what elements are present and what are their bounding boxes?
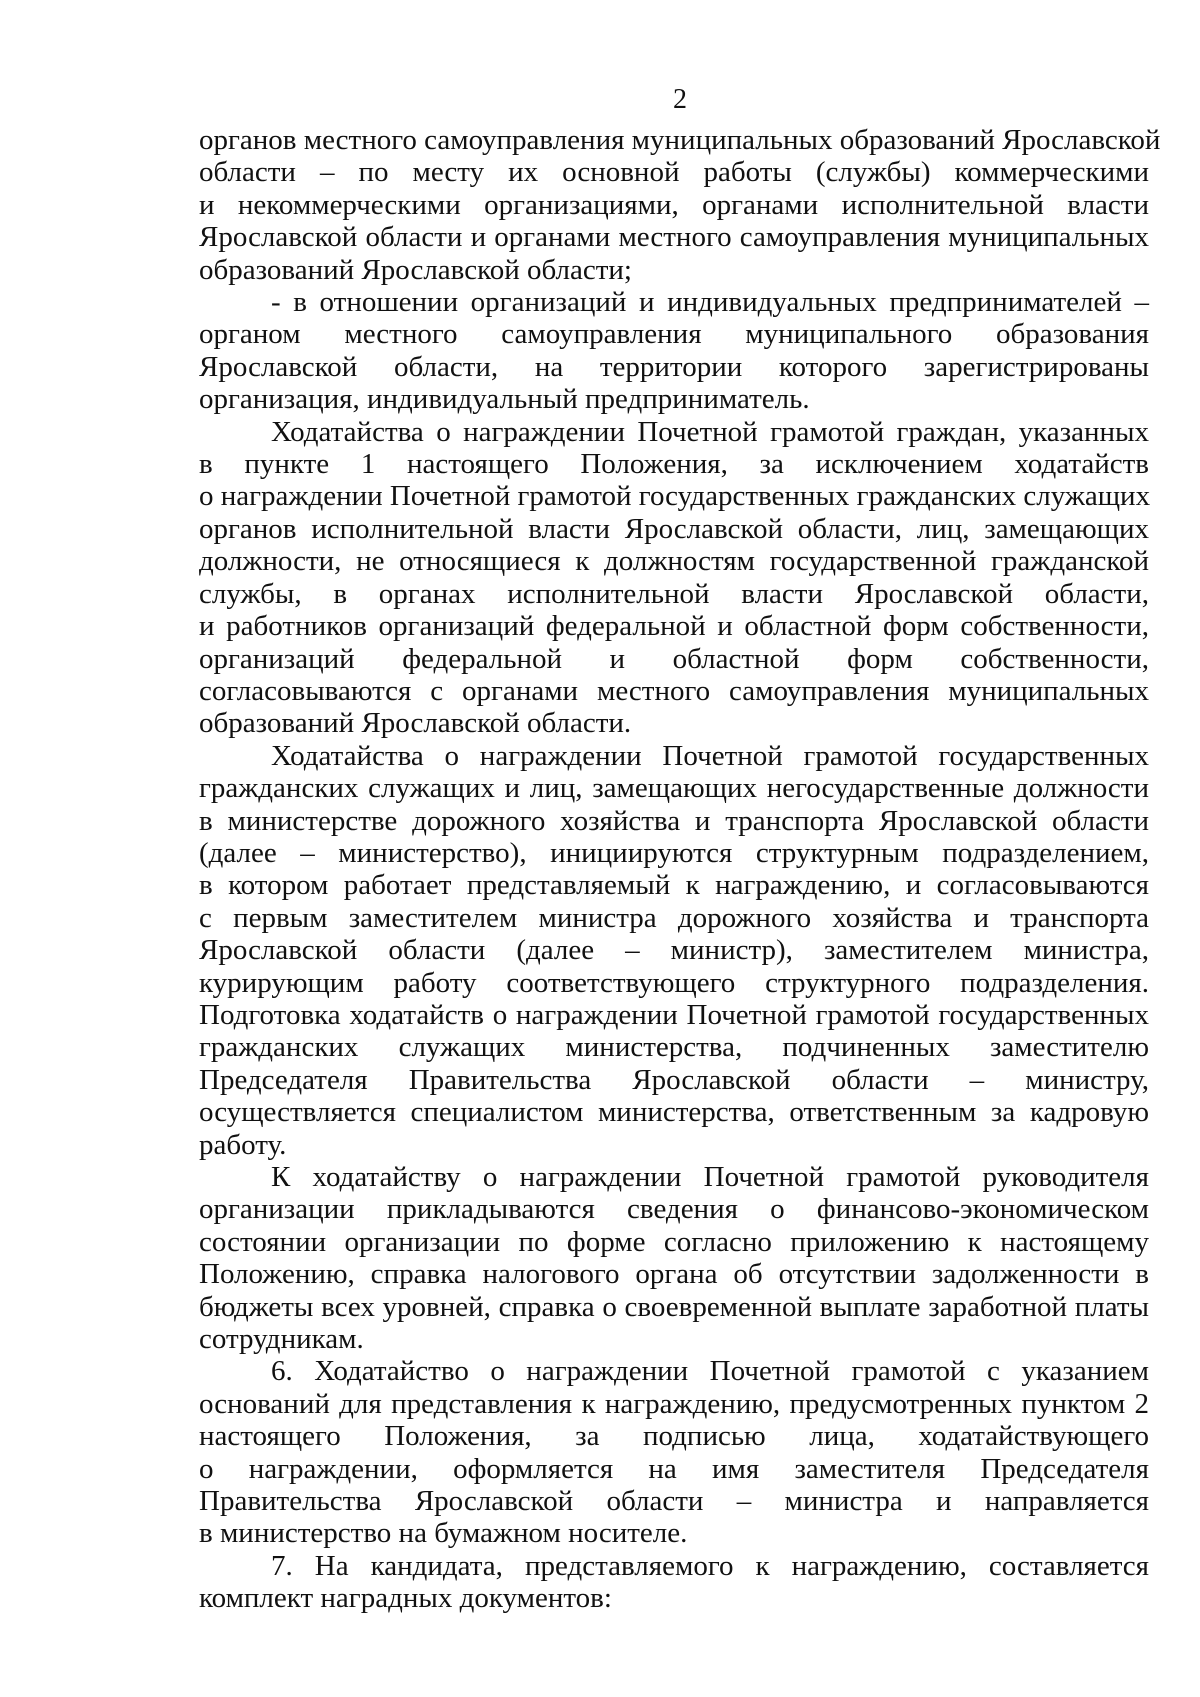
text-line: в министерство на бумажном носителе. bbox=[199, 1517, 688, 1550]
text-line: осуществляется специалистом министерства, ответственным за кадровую bbox=[199, 1096, 1149, 1129]
text-line: службы, в органах исполнительной власти Ярославской области, bbox=[199, 577, 1149, 610]
text-line: Подготовка ходатайств о награждении Почетной грамотой государственных bbox=[199, 998, 1149, 1031]
document-body bbox=[199, 124, 1161, 1615]
text-line: о награждении, оформляется на имя заместителя Председателя bbox=[199, 1452, 1149, 1485]
text-line: образований Ярославской области; bbox=[199, 253, 632, 286]
paragraph bbox=[199, 416, 1149, 740]
text-line: Председателя Правительства Ярославской области – министру, bbox=[199, 1063, 1149, 1096]
text-line: Ярославской области, на территории которого зарегистрированы bbox=[199, 350, 1149, 383]
text-line: - в отношении организаций и индивидуальных предпринимателей – bbox=[271, 286, 1149, 319]
paragraph bbox=[199, 1550, 1149, 1615]
text-line: должности, не относящиеся к должностям государственной гражданской bbox=[199, 545, 1149, 578]
text-line: организация, индивидуальный предприниматель. bbox=[199, 383, 810, 416]
text-line: бюджеты всех уровней, справка о своевременной выплате заработной платы bbox=[199, 1290, 1149, 1323]
text-line: комплект наградных документов: bbox=[199, 1582, 612, 1615]
text-line: с первым заместителем министра дорожного хозяйства и транспорта bbox=[199, 901, 1149, 934]
paragraph bbox=[199, 286, 1149, 416]
text-line: органом местного самоуправления муниципального образования bbox=[199, 318, 1149, 351]
text-line: Правительства Ярославской области – министра и направляется bbox=[199, 1485, 1149, 1518]
text-line: гражданских служащих министерства, подчиненных заместителю bbox=[199, 1031, 1149, 1064]
text-line: организации прикладываются сведения о финансово-экономическом bbox=[199, 1193, 1149, 1226]
paragraph bbox=[199, 740, 1149, 1161]
text-line: К ходатайству о награждении Почетной грамотой руководителя bbox=[271, 1161, 1149, 1193]
text-line: оснований для представления к награждению, предусмотренных пунктом 2 bbox=[199, 1387, 1149, 1420]
text-line: (далее – министерство), инициируются структурным подразделением, bbox=[199, 836, 1149, 869]
text-line: органов местного самоуправления муниципальных образований Ярославской bbox=[199, 124, 1161, 156]
text-line: Ходатайства о награждении Почетной грамотой государственных bbox=[271, 739, 1149, 772]
text-line: образований Ярославской области. bbox=[199, 707, 632, 740]
text-line: состоянии организации по форме согласно приложению к настоящему bbox=[199, 1225, 1149, 1258]
text-line: курирующим работу соответствующего структурного подразделения. bbox=[199, 966, 1149, 999]
text-line: и некоммерческими организациями, органами исполнительной власти bbox=[199, 188, 1149, 221]
text-line: Ярославской области (далее – министр), заместителем министра, bbox=[199, 934, 1149, 967]
text-line: о награждении Почетной грамотой государственных гражданских служащих bbox=[199, 480, 1151, 513]
text-line: области – по месту их основной работы (службы) коммерческими bbox=[199, 156, 1149, 189]
text-line: органов исполнительной власти Ярославской области, лиц, замещающих bbox=[199, 512, 1149, 545]
text-line: и работников организаций федеральной и областной форм собственности, bbox=[199, 610, 1149, 643]
text-line: 6. Ходатайство о награждении Почетной грамотой с указанием bbox=[271, 1355, 1149, 1388]
text-line: организаций федеральной и областной форм собственности, bbox=[199, 642, 1149, 675]
paragraph bbox=[199, 124, 1161, 286]
text-line: в министерстве дорожного хозяйства и транспорта Ярославской области bbox=[199, 804, 1149, 837]
text-line: Ходатайства о награждении Почетной грамотой граждан, указанных bbox=[271, 415, 1149, 448]
paragraph bbox=[199, 1355, 1149, 1549]
text-line: в пункте 1 настоящего Положения, за исключением ходатайств bbox=[199, 448, 1149, 481]
text-line: в котором работает представляемый к награждению, и согласовываются bbox=[199, 869, 1149, 902]
text-line: гражданских служащих и лиц, замещающих негосударственные должности bbox=[199, 772, 1149, 805]
text-line: Положению, справка налогового органа об отсутствии задолженности в bbox=[199, 1258, 1149, 1291]
text-line: сотрудникам. bbox=[199, 1323, 364, 1356]
text-line: 7. На кандидата, представляемого к награждению, составляется bbox=[271, 1549, 1149, 1582]
text-line: настоящего Положения, за подписью лица, ходатайствующего bbox=[199, 1420, 1149, 1453]
text-line: согласовываются с органами местного самоуправления муниципальных bbox=[199, 674, 1149, 707]
text-line: Ярославской области и органами местного самоуправления муниципальных bbox=[199, 221, 1149, 254]
text-line: работу. bbox=[199, 1128, 287, 1161]
page-number: 2 bbox=[673, 84, 687, 115]
paragraph bbox=[199, 1161, 1149, 1355]
